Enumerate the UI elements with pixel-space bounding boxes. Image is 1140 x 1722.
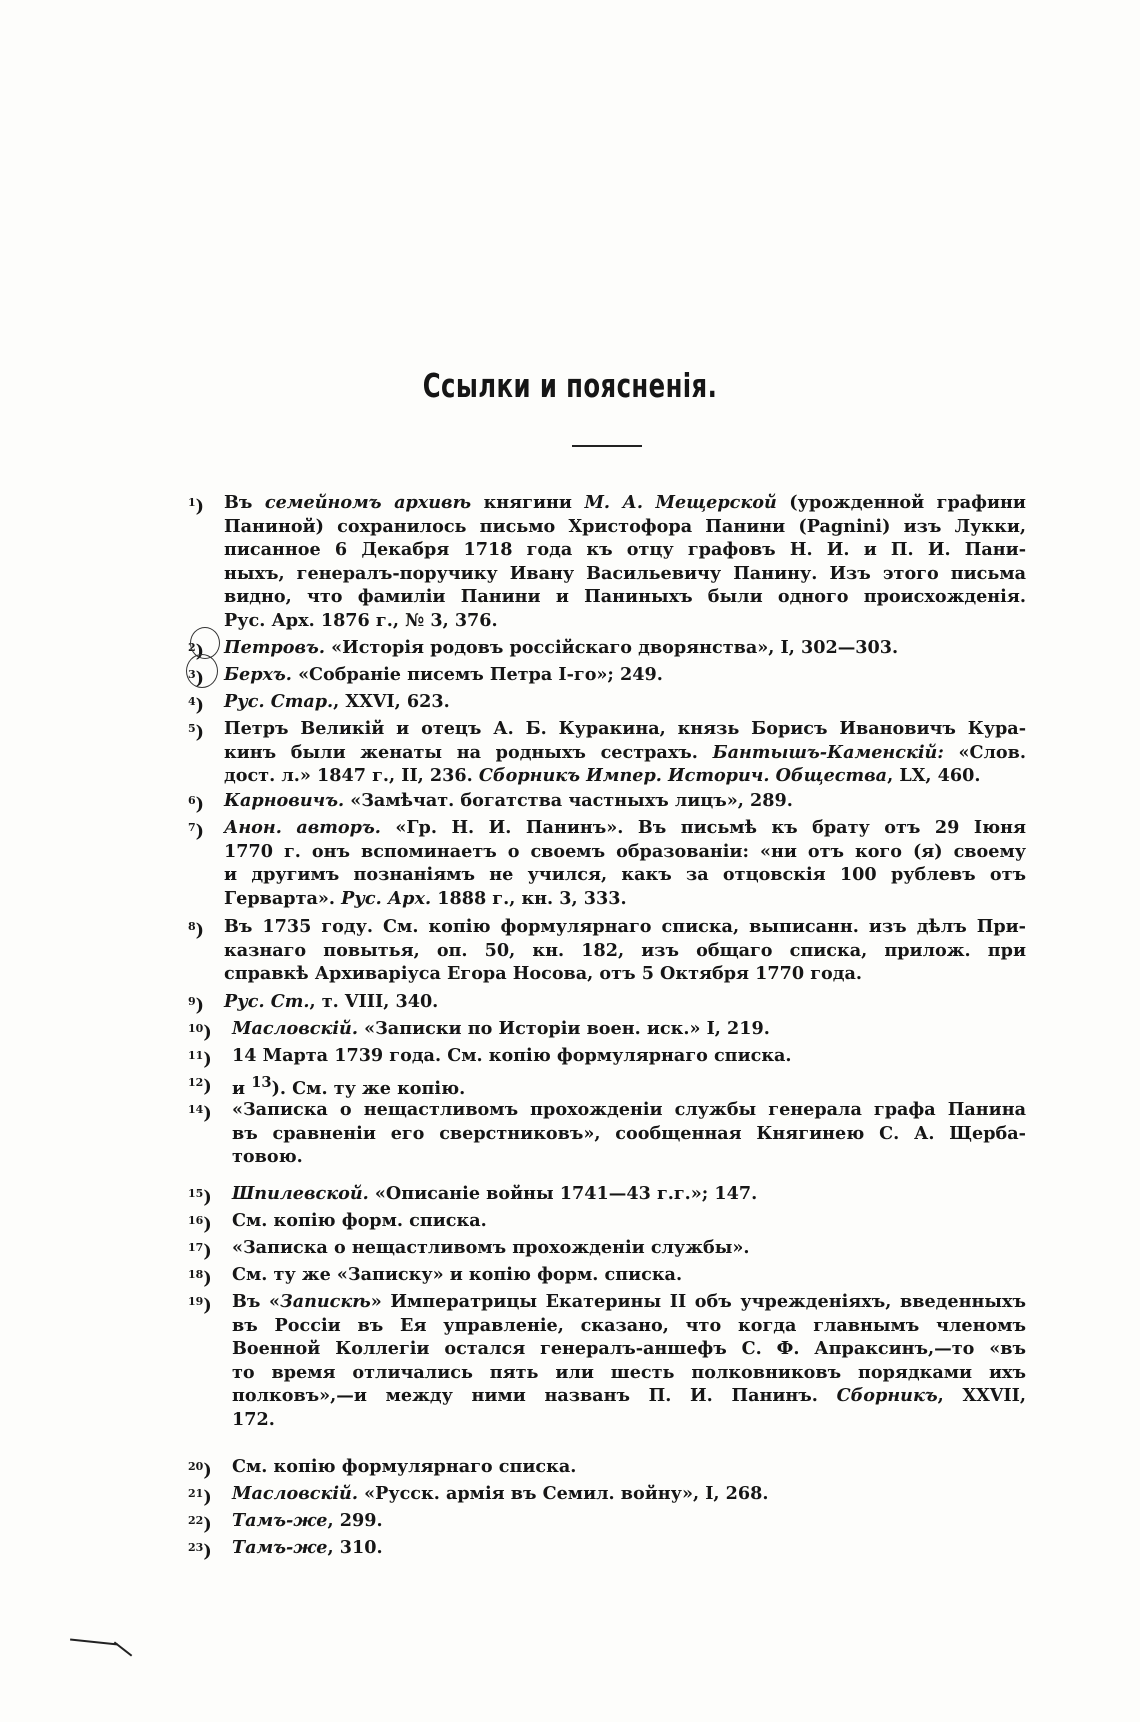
footnote-text-line: и $^{13}$). См. ту же копію. — [232, 1074, 466, 1099]
footnote-text-line: «Записка о нещастливомъ прохожденіи службы генерала графа Панина — [232, 1099, 1026, 1120]
pencil-circle-mark — [186, 654, 218, 688]
footnote-number: $^7$) — [188, 821, 204, 842]
footnote-text-line: См. ту же «Записку» и копію форм. списка. — [232, 1264, 683, 1285]
footnote-text-line: Тамъ-же, 299. — [232, 1510, 383, 1531]
footnote-3 — [0, 663, 1140, 687]
footnote-12 — [0, 1071, 1140, 1099]
footnote-2 — [0, 636, 1140, 660]
footnote-text-line: Петръ Великій и отецъ А. Б. Куракина, князь Борисъ Ивановичъ Кура- — [224, 718, 1026, 739]
footnote-number: $^{18}$) — [188, 1268, 212, 1289]
footnote-10 — [0, 1017, 1140, 1041]
footnote-23 — [0, 1536, 1140, 1560]
footnote-21 — [0, 1482, 1140, 1506]
footnote-number: $^{21}$) — [188, 1487, 212, 1508]
footnote-text-line: 172. — [232, 1409, 275, 1430]
footnote-number: $^{10}$) — [188, 1022, 212, 1043]
footnote-text-line: въ Россіи въ Ея управленіе, сказано, что когда главнымъ членомъ — [232, 1314, 1026, 1336]
footnote-text-line: товою. — [232, 1146, 303, 1168]
footnote-number: $^{22}$) — [188, 1514, 212, 1535]
page-title: Ссылки и поясненія. — [422, 366, 718, 405]
footnote-text-line: Герварта». Рус. Арх. 1888 г., кн. 3, 333. — [224, 887, 627, 909]
footnote-number: $^8$) — [188, 920, 204, 941]
footnote-number: $^5$) — [188, 722, 204, 743]
footnote-22 — [0, 1509, 1140, 1533]
footnote-text-line: См. копію формулярнаго списка. — [232, 1456, 577, 1477]
footnote-number: $^{20}$) — [188, 1460, 212, 1481]
footnote-number: $^{14}$) — [188, 1103, 212, 1124]
footnote-text-line: «Записка о нещастливомъ прохожденіи службы». — [232, 1237, 750, 1258]
pencil-scratch-mark — [70, 1638, 118, 1645]
footnote-text-line: Карновичъ. «Замѣчат. богатства частныхъ лицъ», 289. — [224, 790, 793, 811]
footnote-text-line: писанное 6 Декабря 1718 года къ отцу графовъ Н. И. и П. И. Пани- — [224, 539, 1026, 561]
footnote-number: $^{17}$) — [188, 1241, 212, 1262]
footnote-number: $^{12}$) — [188, 1076, 212, 1097]
footnote-14 — [0, 1098, 1140, 1169]
footnote-text-line: 1770 г. онъ вспоминаетъ о своемъ образованіи: «ни отъ кого (я) своему — [224, 840, 1026, 862]
footnote-20 — [0, 1455, 1140, 1479]
footnote-text-line: въ сравненіи его сверстниковъ», сообщенная Княгинею С. А. Щерба- — [232, 1122, 1026, 1144]
footnote-text-line: казнаго повытья, оп. 50, кн. 182, изъ общаго списка, прилож. при — [224, 939, 1026, 961]
title-divider — [572, 445, 642, 447]
footnote-18 — [0, 1263, 1140, 1287]
footnote-text-line: справкѣ Архиваріуса Егора Носова, отъ 5 Октября 1770 года. — [224, 963, 863, 985]
footnote-1 — [0, 491, 1140, 633]
footnote-text-line: Паниной) сохранилось письмо Христофора Панини (Pagnini) изъ Лукки, — [224, 515, 1026, 537]
footnote-number: $^{15}$) — [188, 1187, 212, 1208]
footnote-number: $^{11}$) — [188, 1049, 212, 1070]
footnote-text-line: и другимъ познаніямъ не учился, какъ за отцовскія 100 рублевъ отъ — [224, 864, 1026, 886]
footnote-text-line: Рус. Арх. 1876 г., № 3, 376. — [224, 610, 498, 631]
footnote-8 — [0, 915, 1140, 986]
footnote-text-line: полковъ»,—и между ними названъ П. И. Панинъ. Сборникъ, XXVII, — [232, 1385, 1026, 1407]
footnote-text-line: Въ «Запискѣ» Императрицы Екатерины II объ учрежденіяхъ, введенныхъ — [232, 1291, 1026, 1312]
footnote-text-line: Тамъ-же, 310. — [232, 1537, 383, 1558]
footnote-text-line: Въ 1735 году. См. копію формулярнаго списка, выписанн. изъ дѣлъ При- — [224, 916, 1026, 937]
footnote-11 — [0, 1044, 1140, 1068]
footnote-9 — [0, 990, 1140, 1014]
footnote-text-line: См. копію форм. списка. — [232, 1210, 487, 1231]
footnote-text-line: Рус. Стар., XXVI, 623. — [224, 691, 450, 712]
footnote-number: $^1$) — [188, 496, 204, 517]
footnote-text-line: кинъ были женаты на родныхъ сестрахъ. Бантышъ-Каменскій: «Слов. — [224, 741, 1026, 763]
footnote-text-line: Анон. авторъ. «Гр. Н. И. Панинъ». Въ письмѣ къ брату отъ 29 Іюня — [224, 817, 1027, 838]
footnote-text-line: Берхъ. «Собраніе писемъ Петра I-го»; 249. — [224, 664, 663, 685]
footnote-number: $^{23}$) — [188, 1541, 212, 1562]
footnote-6 — [0, 789, 1140, 813]
footnote-number: $^6$) — [188, 794, 204, 815]
pencil-scratch-mark — [114, 1641, 133, 1656]
footnote-text-line: Шпилевской. «Описаніе войны 1741—43 г.г.»; 147. — [232, 1183, 758, 1204]
footnote-4 — [0, 690, 1140, 714]
footnote-7 — [0, 816, 1140, 910]
footnote-17 — [0, 1236, 1140, 1260]
footnote-number: $^9$) — [188, 995, 204, 1016]
footnote-text-line: ныхъ, генералъ-поручику Ивану Васильевичу Панину. Изъ этого письма — [224, 562, 1026, 584]
footnote-5 — [0, 717, 1140, 788]
footnote-19 — [0, 1290, 1140, 1432]
footnote-number: $^4$) — [188, 695, 204, 716]
footnote-number: $^{16}$) — [188, 1214, 212, 1235]
footnote-text-line: Масловскій. «Записки по Исторіи воен. иск.» I, 219. — [232, 1018, 770, 1039]
footnote-text-line: Масловскій. «Русск. армія въ Семил. войну», I, 268. — [232, 1483, 769, 1504]
footnote-text-line: Рус. Ст., т. VIII, 340. — [224, 991, 439, 1012]
footnote-16 — [0, 1209, 1140, 1233]
footnote-text-line: Въ семейномъ архивѣ княгини М. А. Мещерской (урожденной графини — [224, 492, 1026, 513]
footnote-number: $^2$) — [188, 641, 204, 662]
footnote-text-line: Военной Коллегіи остался генералъ-аншефъ С. Ф. Апраксинъ,—то «въ — [232, 1338, 1026, 1360]
footnote-number: $^{19}$) — [188, 1295, 212, 1316]
footnote-text-line: Петровъ. «Исторія родовъ россійскаго дворянства», I, 302—303. — [224, 637, 899, 658]
footnote-text-line: 14 Марта 1739 года. См. копію формулярнаго списка. — [232, 1045, 792, 1066]
footnote-text-line: то время отличались пять или шесть полковниковъ порядками ихъ — [232, 1361, 1026, 1383]
footnote-text-line: видно, что фамиліи Панини и Паниныхъ были одного происхожденія. — [224, 586, 1026, 608]
footnote-text-line: дост. л.» 1847 г., II, 236. Сборникъ Импер. Историч. Общества, LX, 460. — [224, 765, 981, 787]
footnote-15 — [0, 1182, 1140, 1206]
footnote-number: $^3$) — [188, 668, 204, 689]
